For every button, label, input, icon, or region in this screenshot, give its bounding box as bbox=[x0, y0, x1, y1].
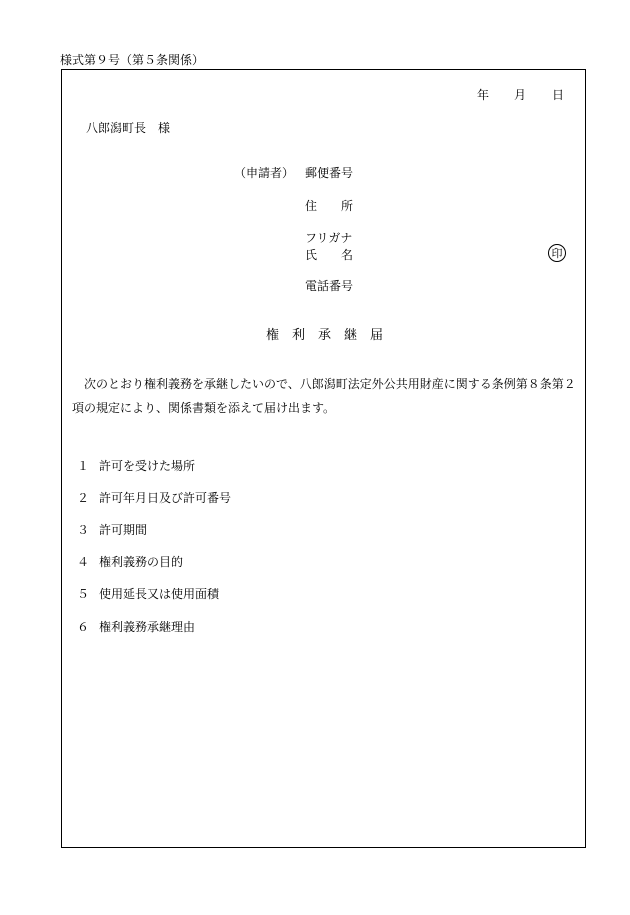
recipient: 八郎潟町長 様 bbox=[86, 121, 171, 135]
item-number: ３ bbox=[77, 523, 90, 537]
applicant-label: （申請者） bbox=[234, 166, 295, 180]
form-frame bbox=[61, 69, 586, 848]
item-text: 使用延長又は使用面積 bbox=[99, 587, 220, 601]
item-number: １ bbox=[77, 459, 90, 473]
furigana-label: フリガナ bbox=[305, 231, 353, 245]
item-text: 許可期間 bbox=[99, 523, 148, 537]
item-text: 許可年月日及び許可番号 bbox=[99, 491, 232, 505]
item-number: ２ bbox=[77, 491, 90, 505]
item-number: ４ bbox=[77, 555, 90, 569]
phone-label: 電話番号 bbox=[305, 279, 354, 293]
seal-mark: 印 bbox=[548, 244, 566, 262]
date-day-label: 日 bbox=[552, 88, 565, 102]
body-text: 次のとおり権利義務を承継したいので、八郎潟町法定外公共用財産に関する条例第８条第２項の規定により、関係書類を添えて届け出ます。 bbox=[72, 377, 576, 415]
item-text: 許可を受けた場所 bbox=[99, 459, 196, 473]
date-month-label: 月 bbox=[514, 88, 527, 102]
postal-code-label: 郵便番号 bbox=[305, 166, 354, 180]
form-number: 様式第９号（第５条関係） bbox=[60, 53, 205, 67]
item-text: 権利義務の目的 bbox=[99, 555, 184, 569]
date-year-label: 年 bbox=[477, 88, 490, 102]
address-label: 住 所 bbox=[305, 199, 354, 213]
item-number: ５ bbox=[77, 587, 90, 601]
name-label: 氏 名 bbox=[305, 248, 354, 262]
item-text: 権利義務承継理由 bbox=[99, 620, 196, 634]
item-number: ６ bbox=[77, 620, 90, 634]
document-title: 権 利 承 継 届 bbox=[265, 328, 383, 343]
